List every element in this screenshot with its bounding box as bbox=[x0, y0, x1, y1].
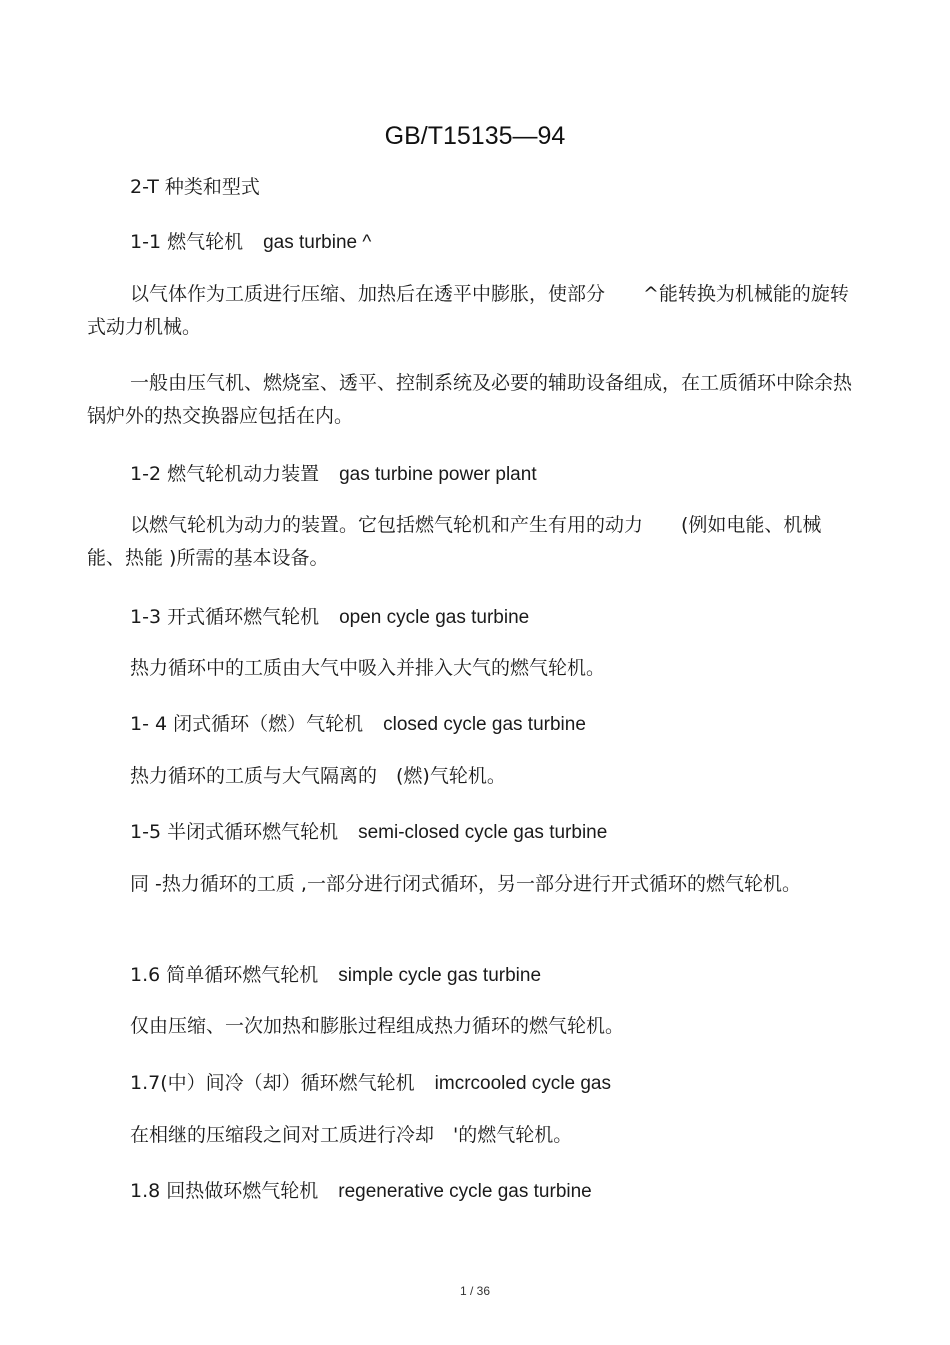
document-title: GB/T15135—94 bbox=[384, 122, 566, 150]
term-description: 热力循环的工质与大气隔离的 (燃)气轮机。 bbox=[130, 765, 506, 787]
term-description: 一般由压气机、燃烧室、透平、控制系统及必要的辅助设备组成，在工质循环中除余热锅炉外的热交换器应包括在内。 bbox=[87, 372, 853, 427]
section-heading: 2-T 种类和型式 bbox=[130, 176, 260, 198]
term-label: 1- 4 闭式循环（燃）气轮机 bbox=[130, 713, 364, 735]
term-heading bbox=[130, 233, 371, 252]
term-english: imcrcooled cycle gas bbox=[434, 1073, 611, 1094]
term-label: 1-5 半闭式循环燃气轮机 bbox=[130, 821, 339, 843]
term-english: open cycle gas turbine bbox=[339, 607, 530, 628]
term-english: regenerative cycle gas turbine bbox=[338, 1181, 592, 1202]
term-heading bbox=[130, 608, 529, 627]
term-description: 仅由压缩、一次加热和膨胀过程组成热力循环的燃气轮机。 bbox=[130, 1015, 625, 1037]
term-heading bbox=[130, 966, 541, 985]
term-english: gas turbine ^ bbox=[263, 232, 372, 253]
term-label: 1-1 燃气轮机 bbox=[130, 231, 244, 253]
term-label: 1-3 开式循环燃气轮机 bbox=[130, 606, 320, 628]
term-label: 1.6 简单循环燃气轮机 bbox=[130, 964, 319, 986]
page-indicator: 1 / 36 bbox=[459, 1284, 491, 1298]
term-heading bbox=[130, 465, 537, 484]
term-description: 以燃气轮机为动力的装置。它包括燃气轮机和产生有用的动力 (例如电能、机械能、热能 )所需的基本设备。 bbox=[87, 514, 822, 569]
term-label: 1-2 燃气轮机动力装置 bbox=[130, 463, 320, 485]
term-heading bbox=[130, 1182, 592, 1201]
term-label: 1.7(中）间冷（却）循环燃气轮机 bbox=[130, 1072, 415, 1094]
term-description: 在相继的压缩段之间对工质进行冷却 '的燃气轮机。 bbox=[130, 1124, 573, 1146]
term-heading bbox=[130, 823, 607, 842]
term-label: 1.8 回热做环燃气轮机 bbox=[130, 1180, 319, 1202]
term-heading bbox=[130, 1074, 611, 1093]
term-description: 同 -热力循环的工质 ,一部分进行闭式循环，另一部分进行开式循环的燃气轮机。 bbox=[130, 873, 801, 895]
term-english: closed cycle gas turbine bbox=[383, 714, 586, 735]
term-english: semi-closed cycle gas turbine bbox=[358, 822, 608, 843]
term-description: 热力循环中的工质由大气中吸入并排入大气的燃气轮机。 bbox=[130, 657, 606, 679]
term-description: 以气体作为工质进行压缩、加热后在透平中膨胀，使部分 ^能转换为机械能的旋转式动力机械。 bbox=[87, 283, 849, 338]
term-english: simple cycle gas turbine bbox=[338, 965, 542, 986]
term-english: gas turbine power plant bbox=[339, 464, 537, 485]
term-heading bbox=[130, 715, 586, 734]
